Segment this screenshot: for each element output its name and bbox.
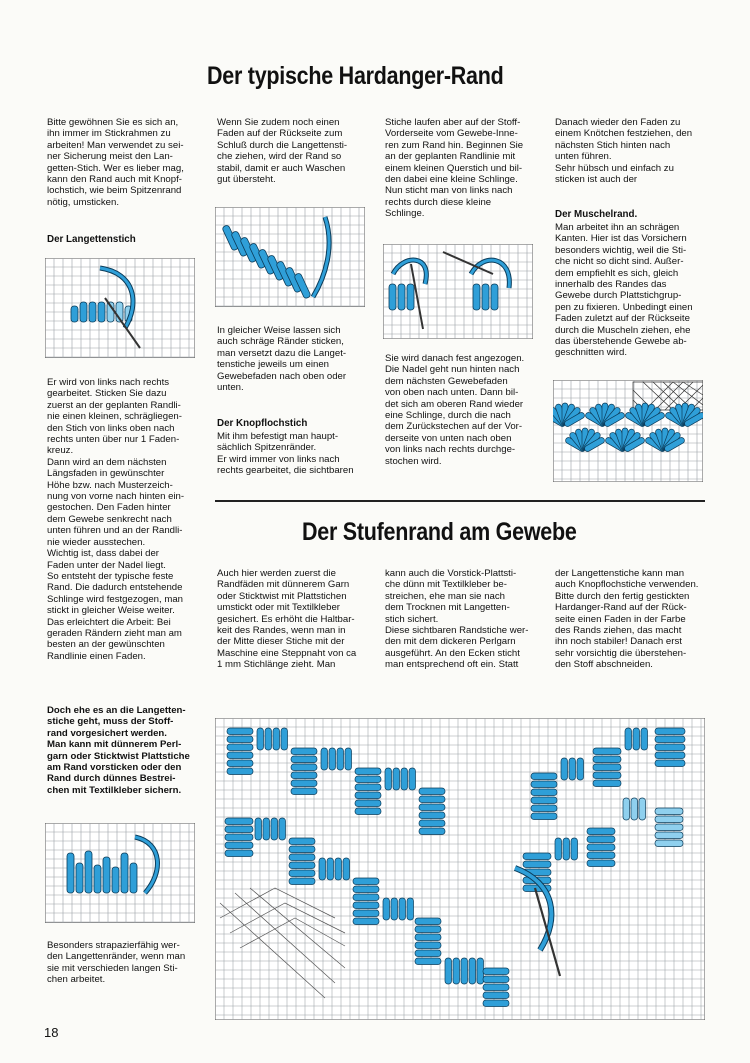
bottom-col3: der Langettenstiche kann man auch Knopflochstiche verwenden. Bitte durch den fertig gestickten Hardanger-Rand auf der Rück- seite einen Faden in der Farbe des Rands ziehen, das macht ihn noch stabiler! Danach erst sehr vorsichtig die überstehen- den Stoff abschneiden. bbox=[555, 568, 699, 671]
figure-muschelrand bbox=[553, 380, 703, 482]
figure-stufenrand bbox=[215, 718, 705, 1020]
section-title: Der Stufenrand am Gewebe bbox=[302, 518, 577, 546]
col1-intro: Bitte gewöhnen Sie es sich an, ihn immer im Stickrahmen zu arbeiten! Man verwendet zu sei- ner Sicherung meist den Lan- getten-Stich. Wer es lieber mag, kann den Rand auch mit Knopf- lochstich, wie beim Spitzenrand nötig, umsticken. bbox=[47, 117, 184, 208]
heading-knopflochstich: Der Knopflochstich bbox=[217, 418, 308, 429]
figure-langettenstich bbox=[45, 258, 195, 358]
col1-bold-note: Doch ehe es an die Langetten- stiche geht, muss der Stoff- rand vorgesichert werden. Man kann mit dünnerem Perl- garn oder Sticktwist Plattstiche am Rand vorsticken oder den Rand durch dünnes Bestrei- chen mit Textilkleber sichern. bbox=[47, 705, 190, 796]
figure-schraeger-rand bbox=[215, 207, 365, 307]
heading-langettenstich: Der Langettenstich bbox=[47, 234, 136, 245]
heading-muschelrand: Der Muschelrand. bbox=[555, 209, 638, 220]
col2-intro: Wenn Sie zudem noch einen Faden auf der Rückseite zum Schluß durch die Langettensti- che ziehen, wird der Rand so stabil, damit er auch Waschen gut übersteht. bbox=[217, 117, 348, 186]
col3-intro: Stiche laufen aber auf der Stoff- Vorderseite vom Gewebe-Inne- ren zum Rand hin. Beginnen Sie an der geplanten Randlinie mit einem kleinen Querstich und bil- den dabei eine kleine Schlinge. Nun sticht man von links nach rechts durch diese kleine Schlinge. bbox=[385, 117, 524, 220]
section-divider bbox=[215, 500, 705, 502]
bottom-col1: Auch hier werden zuerst die Randfäden mit dünnerem Garn oder Sticktwist mit Plattstichen umstickt oder mit Textilkleber gesichert. Es erhöht die Haltbar- keit des Randes, wenn man in der Mitte dieser Stiche mit der Maschine eine Steppnaht von ca 1 mm Stichlänge zieht. Man bbox=[217, 568, 357, 671]
bottom-col2: kann auch die Vorstick-Plattsti- che dünn mit Textilkleber be- streichen, ehe man sie nach dem Trocknen mit Langetten- stich sichert. Diese sichtbaren Randstiche wer- den mit dem dickeren Perlgarn ausgeführt. An den Ecken sticht man entsprechend oft ein. Statt bbox=[385, 568, 529, 671]
page-title: Der typische Hardanger-Rand bbox=[207, 62, 504, 90]
col1-body: Er wird von links nach rechts gearbeitet. Sticken Sie dazu zuerst an der geplanten Randli- nie einen kleinen, schrägliegen- den Stich von links oben nach rechts unten über nur 1 Faden- kreuz. Dann wird an dem nächsten Längsfaden in gewünschter Höhe bzw. nach Musterzeich- nung von vorne nach hinten ein- gestochen. Den Faden hinter dem Gewebe senkrecht nach unten führen und an der Randli- nie wieder ausstechen. Wichtig ist, dass dabei der Faden unter der Nadel liegt. So entsteht der typische feste Rand. Die dadurch entstehende Schlinge wird festgezogen, man stickt in gleicher Weise weiter. Das erleichtert die Arbeit: Bei geraden Rändern zieht man am besten an der gewünschten Randlinie einen Faden. bbox=[47, 377, 185, 662]
col1-end: Besonders strapazierfähig wer- den Langettenränder, wenn man sie mit verschieden langen Sti- chen arbeitet. bbox=[47, 940, 186, 986]
col3-body: Sie wird danach fest angezogen. Die Nadel geht nun hinten nach dem nächsten Gewebefaden von oben nach unten. Dann bil- det sich am oberen Rand wieder eine Schlinge, durch die nach dem Zurückstechen auf der Vor- derseite von unten nach oben von links nach rechts durchge- stochen wird. bbox=[385, 353, 525, 467]
col4-intro: Danach wieder den Faden zu einem Knötchen festziehen, den nächsten Stich hinten nach unten führen. Sehr hübsch und einfach zu sticken ist auch der bbox=[555, 117, 693, 186]
col4-body: Man arbeitet ihn an schrägen Kanten. Hier ist das Vorsichern besonders wichtig, weil die Sti- che nicht so dicht sind. Außer- dem empfiehlt es sich, gleich innerhalb des Randes das Gewebe durch Plattstichgrup- pen zu fixieren. Unbedingt einen Faden zuletzt auf der Rückseite durch die Muscheln ziehen, ehe das überstehende Gewebe ab- geschnitten wird. bbox=[555, 222, 693, 359]
page-number: 18 bbox=[44, 1025, 59, 1040]
figure-knopflochstich bbox=[383, 244, 533, 339]
col2-knopfloch: Mit ihm befestigt man haupt- sächlich Spitzenränder. Er wird immer von links nach rechts gearbeitet, die sichtbaren bbox=[217, 431, 354, 477]
col2-schraeg: In gleicher Weise lassen sich auch schräge Ränder sticken, man versetzt dazu die Langet- tenstiche jeweils um einen Gewebefaden nach oben oder unten. bbox=[217, 325, 347, 394]
figure-langetten-varied bbox=[45, 823, 195, 923]
